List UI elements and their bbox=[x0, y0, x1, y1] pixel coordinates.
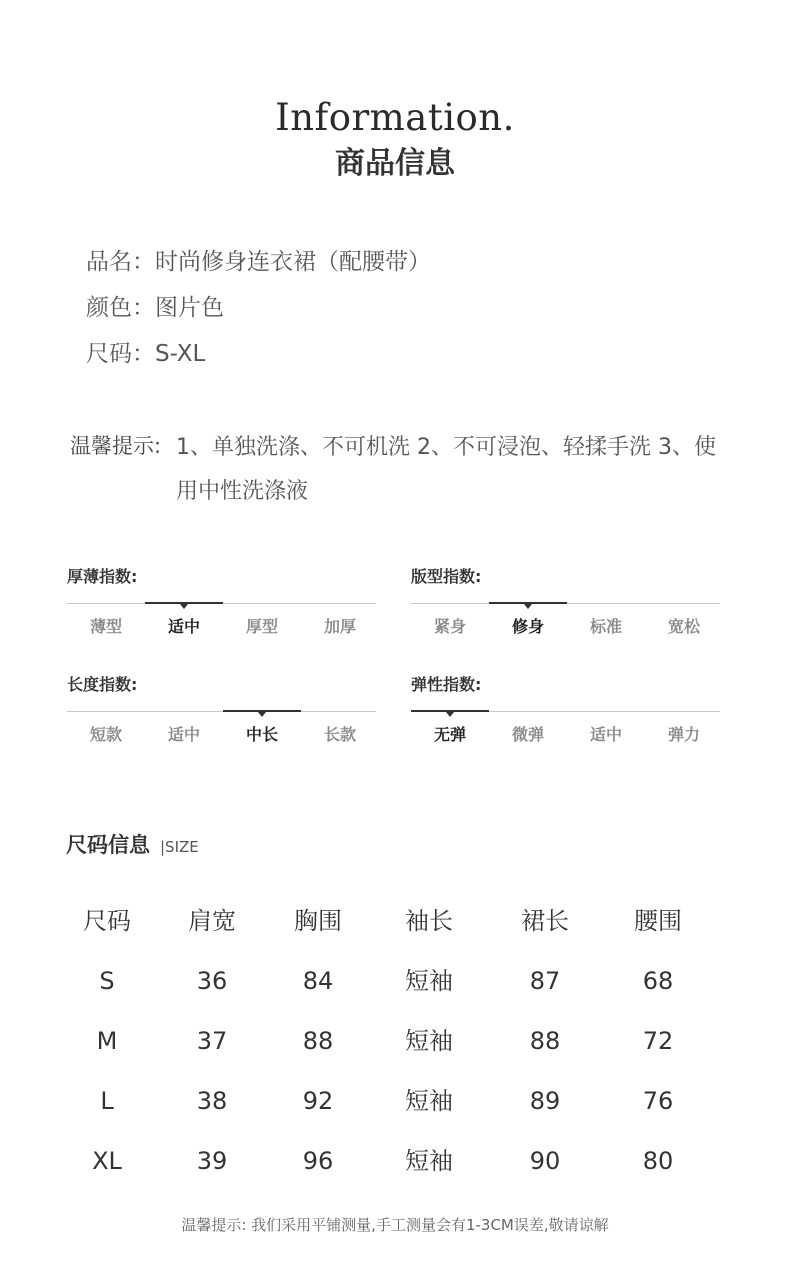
size-table-cell: 90 bbox=[529, 1147, 561, 1175]
size-table-cell: 76 bbox=[642, 1087, 674, 1115]
index-title: 长度指数: bbox=[67, 675, 138, 694]
size-table-header: 胸围 bbox=[294, 907, 342, 935]
size-table-header: 尺码 bbox=[83, 907, 131, 935]
index-option: 微弹 bbox=[511, 725, 544, 744]
product-size-line bbox=[86, 337, 205, 371]
index-option: 中长 bbox=[245, 725, 278, 744]
size-section-subtitle: |SIZE bbox=[160, 838, 199, 856]
index-option: 无弹 bbox=[433, 725, 466, 744]
index-option: 适中 bbox=[167, 725, 200, 744]
size-table-cell: 88 bbox=[302, 1027, 334, 1055]
measurement-footnote: 温馨提示: 我们采用平铺测量,手工测量会有1-3CM误差,敬请谅解 bbox=[181, 1216, 609, 1234]
size-table-cell: 96 bbox=[302, 1147, 334, 1175]
size-table-cell: M bbox=[96, 1027, 118, 1055]
index-option: 紧身 bbox=[433, 617, 466, 636]
index-option: 短款 bbox=[89, 725, 122, 744]
size-table-header: 腰围 bbox=[634, 907, 682, 935]
size-table-cell: 88 bbox=[529, 1027, 561, 1055]
product-size-label: 尺码： bbox=[86, 341, 155, 367]
size-table-cell: 72 bbox=[642, 1027, 674, 1055]
index-option: 适中 bbox=[167, 617, 200, 636]
index-option: 加厚 bbox=[323, 617, 356, 636]
size-table-cell: 短袖 bbox=[405, 1027, 453, 1055]
size-table-cell: XL bbox=[92, 1147, 122, 1175]
index-track bbox=[67, 711, 376, 712]
product-name-value: 时尚修身连衣裙（配腰带） bbox=[155, 249, 431, 275]
size-table-cell: L bbox=[100, 1087, 114, 1115]
size-table-cell: 36 bbox=[196, 967, 228, 995]
index-option: 修身 bbox=[511, 617, 544, 636]
care-tips-text: 1、单独洗涤、不可机洗 2、不可浸泡、轻揉手洗 3、使用中性洗涤液 bbox=[176, 435, 716, 504]
size-table-cell: 短袖 bbox=[405, 1087, 453, 1115]
index-option: 弹力 bbox=[667, 725, 700, 744]
index-marker-icon bbox=[446, 712, 454, 717]
size-table-cell: 短袖 bbox=[405, 1147, 453, 1175]
size-table-cell: 37 bbox=[196, 1027, 228, 1055]
index-title: 版型指数: bbox=[411, 567, 482, 586]
size-table-cell: 92 bbox=[302, 1087, 334, 1115]
page-title-en: Information. bbox=[275, 96, 515, 139]
size-table-cell: 短袖 bbox=[405, 967, 453, 995]
index-option: 宽松 bbox=[667, 617, 700, 636]
product-name-line bbox=[86, 245, 431, 279]
product-color-value: 图片色 bbox=[155, 295, 224, 321]
index-marker-icon bbox=[524, 604, 532, 609]
page-title-cn: 商品信息 bbox=[335, 146, 455, 181]
size-table-cell: 89 bbox=[529, 1087, 561, 1115]
product-size-value: S-XL bbox=[155, 341, 206, 367]
index-option: 长款 bbox=[323, 725, 356, 744]
product-name-label: 品名： bbox=[86, 249, 155, 275]
index-option: 标准 bbox=[589, 617, 622, 636]
size-table-cell: 80 bbox=[642, 1147, 674, 1175]
care-tips-label: 温馨提示: bbox=[70, 434, 162, 458]
index-option: 厚型 bbox=[245, 617, 278, 636]
product-color-label: 颜色： bbox=[86, 295, 155, 321]
size-table-cell: S bbox=[99, 967, 115, 995]
size-table-cell: 39 bbox=[196, 1147, 228, 1175]
size-table-header: 袖长 bbox=[405, 907, 453, 935]
product-color-line bbox=[86, 291, 224, 325]
index-marker-icon bbox=[258, 712, 266, 717]
size-section-title: 尺码信息 bbox=[66, 833, 150, 857]
index-title: 厚薄指数: bbox=[67, 567, 138, 586]
size-table-cell: 84 bbox=[302, 967, 334, 995]
index-option: 适中 bbox=[589, 725, 622, 744]
index-option: 薄型 bbox=[89, 617, 122, 636]
size-table-header: 裙长 bbox=[521, 907, 569, 935]
index-marker-icon bbox=[180, 604, 188, 609]
size-table-cell: 38 bbox=[196, 1087, 228, 1115]
index-title: 弹性指数: bbox=[411, 675, 482, 694]
size-table-cell: 68 bbox=[642, 967, 674, 995]
size-table-cell: 87 bbox=[529, 967, 561, 995]
size-table-header: 肩宽 bbox=[188, 907, 236, 935]
